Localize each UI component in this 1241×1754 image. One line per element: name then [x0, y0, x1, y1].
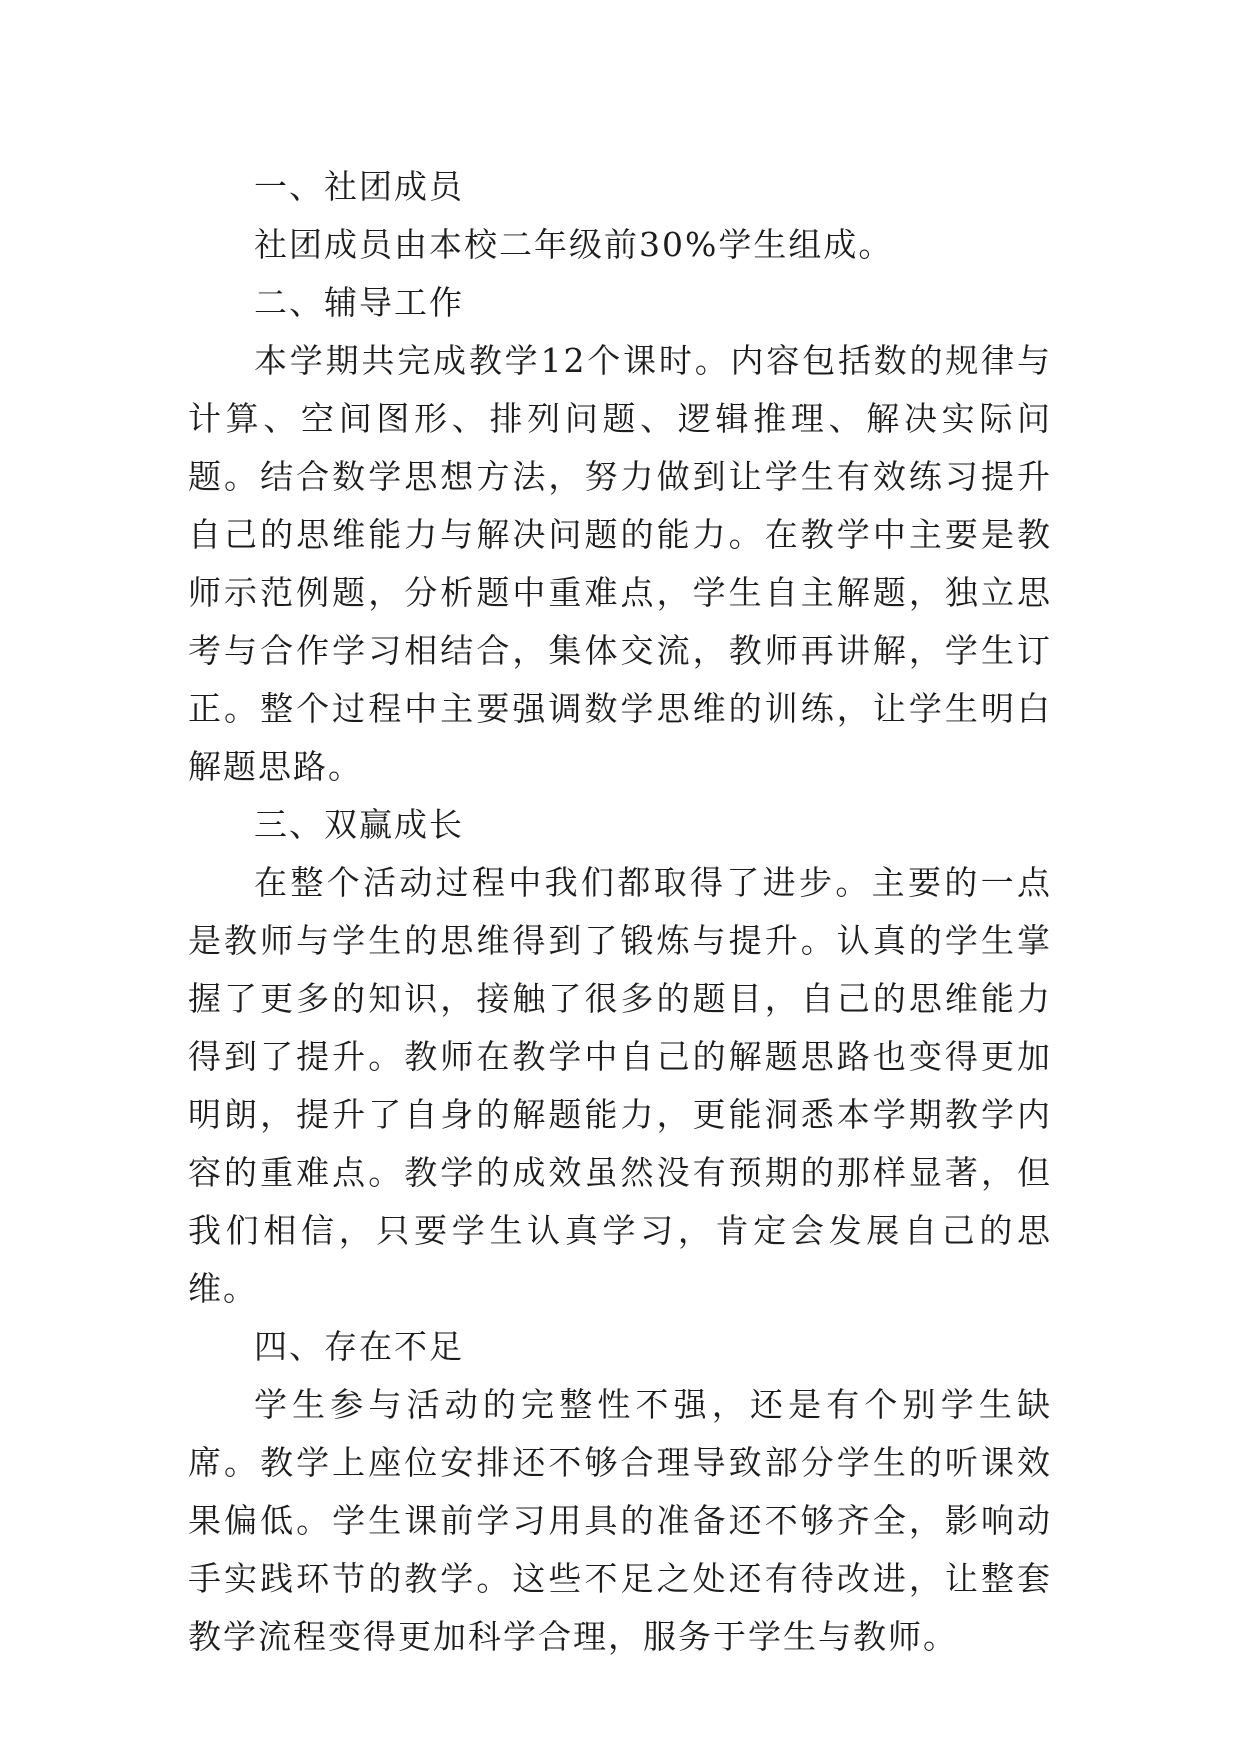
- section-paragraph: 本学期共完成教学12个课时。内容包括数的规律与计算、空间图形、排列问题、逻辑推理、解决实际问题。结合数学思想方法，努力做到让学生有效练习提升自己的思维能力与解决问题的能力。在教学中主要是教师示范例题，分析题中重难点，学生自主解题，独立思考与合作学习相结合，集体交流，教师再讲解，学生订正。整个过程中主要强调数学思维的训练，让学生明白解题思路。: [188, 341, 1052, 786]
- section-paragraph: 学生参与活动的完整性不强，还是有个别学生缺席。教学上座位安排还不够合理导致部分学生的听课效果偏低。学生课前学习用具的准备还不够齐全，影响动手实践环节的教学。这些不足之处还有待改进，让整套教学流程变得更加科学合理，服务于学生与教师。: [188, 1385, 1052, 1656]
- section-heading: 一、社团成员: [254, 167, 464, 206]
- section-heading: 二、辅导工作: [254, 283, 464, 322]
- section-heading: 三、双赢成长: [254, 805, 464, 844]
- section-heading: 四、存在不足: [254, 1327, 464, 1366]
- section-paragraph: 社团成员由本校二年级前30%学生组成。: [254, 225, 894, 264]
- document-body: [188, 158, 1052, 1666]
- section-paragraph: 在整个活动过程中我们都取得了进步。主要的一点是教师与学生的思维得到了锻炼与提升。认真的学生掌握了更多的知识，接触了很多的题目，自己的思维能力得到了提升。教师在教学中自己的解题思路也变得更加明朗，提升了自身的解题能力，更能洞悉本学期教学内容的重难点。教学的成效虽然没有预期的那样显著，但我们相信，只要学生认真学习，肯定会发展自己的思维。: [188, 863, 1052, 1308]
